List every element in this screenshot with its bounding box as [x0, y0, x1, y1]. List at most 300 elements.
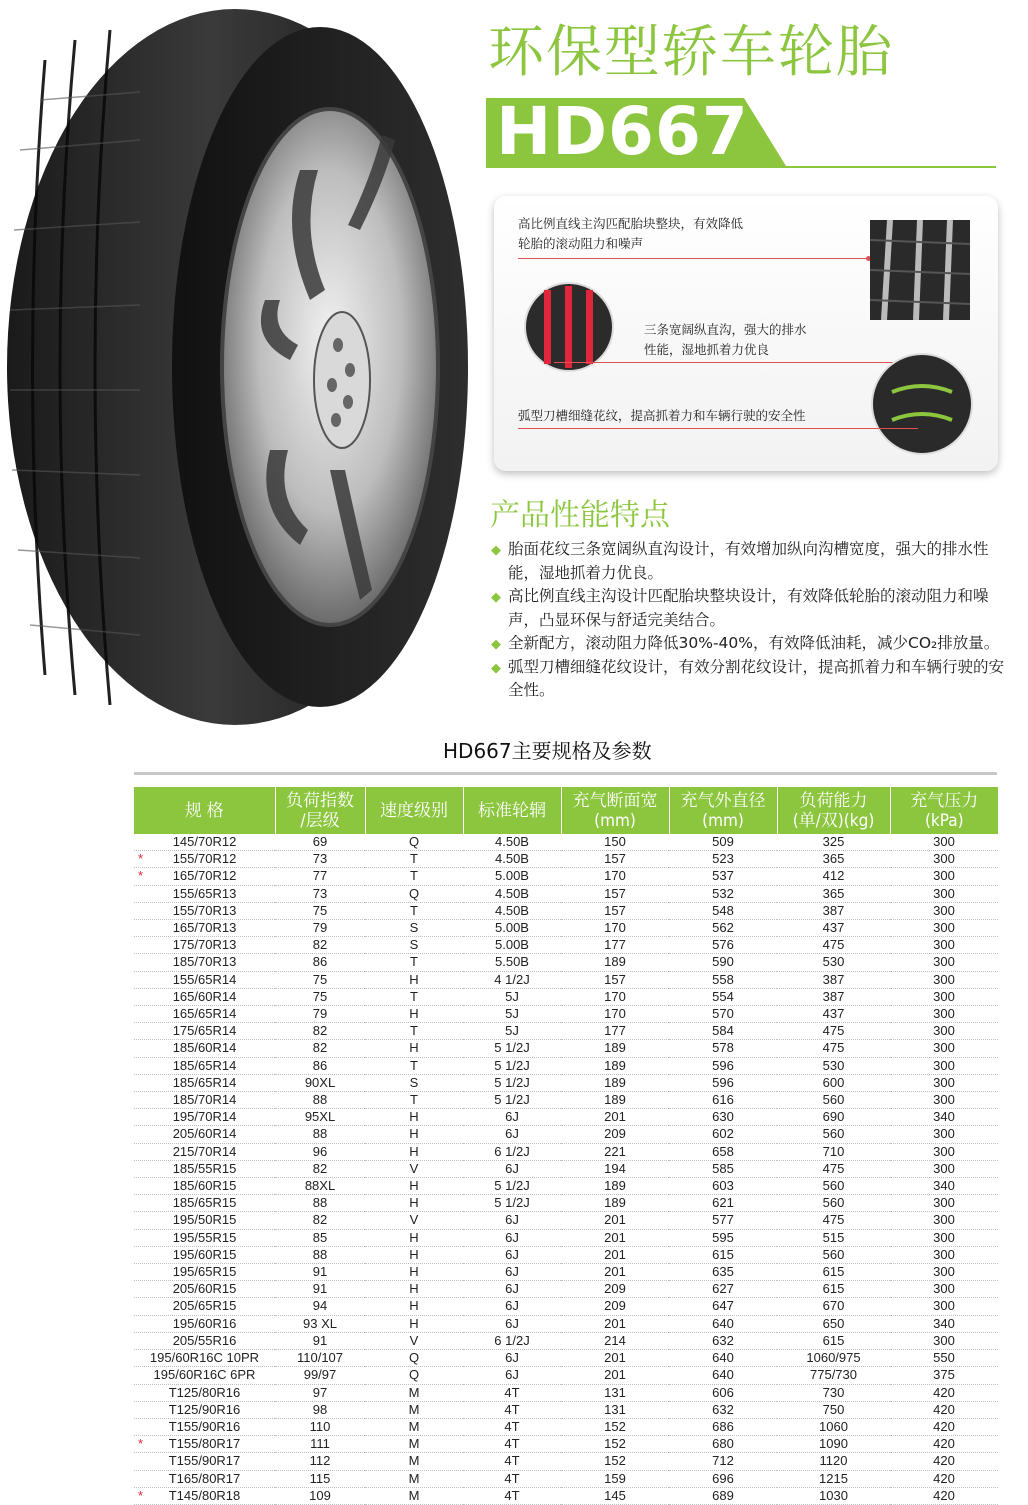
table-cell: 300 — [890, 1006, 998, 1023]
table-row — [134, 954, 998, 971]
table-cell: T125/80R16 — [134, 1384, 275, 1401]
table-cell: 1060/975 — [777, 1350, 890, 1367]
feature-1-leader — [518, 258, 868, 259]
table-cell: 420 — [890, 1418, 998, 1435]
table-cell: 96 — [275, 1143, 365, 1160]
table-cell: 109 — [275, 1487, 365, 1504]
feature-2-text: 三条宽阔纵直沟，强大的排水 性能，湿地抓着力优良 — [644, 322, 807, 357]
table-cell: T — [365, 851, 463, 868]
table-cell: 5 1/2J — [463, 1074, 561, 1091]
table-row — [134, 1418, 998, 1435]
table-cell: 584 — [669, 1023, 777, 1040]
table-cell: 596 — [669, 1057, 777, 1074]
table-cell: 4T — [463, 1436, 561, 1453]
diamond-bullet-icon: ◆ — [491, 637, 501, 652]
table-row — [134, 868, 998, 885]
spec-table-title: HD667主要规格及参数 — [443, 739, 652, 763]
table-cell: 88XL — [275, 1178, 365, 1195]
feature-callout-box — [494, 196, 998, 471]
table-cell: H — [365, 1264, 463, 1281]
table-cell: 6J — [463, 1126, 561, 1143]
table-cell: 115 — [275, 1470, 365, 1487]
table-cell: 300 — [890, 834, 998, 851]
table-cell: 5 1/2J — [463, 1195, 561, 1212]
diamond-bullet-icon: ◆ — [491, 590, 501, 605]
table-cell: 4T — [463, 1384, 561, 1401]
table-cell: * T145/80R18 — [134, 1487, 275, 1504]
table-cell: 155/65R13 — [134, 885, 275, 902]
table-cell: 1120 — [777, 1453, 890, 1470]
table-cell: 185/55R15 — [134, 1160, 275, 1177]
table-cell: 640 — [669, 1367, 777, 1384]
table-cell: 530 — [777, 954, 890, 971]
table-cell: 4T — [463, 1453, 561, 1470]
table-cell: 82 — [275, 937, 365, 954]
table-cell: 131 — [561, 1384, 669, 1401]
table-cell: 88 — [275, 1092, 365, 1109]
table-cell: 209 — [561, 1126, 669, 1143]
table-cell: 4T — [463, 1418, 561, 1435]
table-cell: 209 — [561, 1298, 669, 1315]
table-cell: 558 — [669, 971, 777, 988]
table-cell: 412 — [777, 868, 890, 885]
col-header-rim: 标准轮辋 — [463, 787, 561, 834]
table-cell: 387 — [777, 902, 890, 919]
table-cell: 195/50R15 — [134, 1212, 275, 1229]
table-cell: 195/60R16C 10PR — [134, 1350, 275, 1367]
table-cell: 562 — [669, 920, 777, 937]
table-cell: 635 — [669, 1264, 777, 1281]
table-cell: 632 — [669, 1332, 777, 1349]
table-cell: 189 — [561, 1057, 669, 1074]
table-cell: 170 — [561, 868, 669, 885]
tread-closeup-1-image — [870, 220, 970, 320]
table-cell: 420 — [890, 1487, 998, 1504]
table-row — [134, 834, 998, 851]
table-cell: 189 — [561, 1178, 669, 1195]
table-cell: T — [365, 902, 463, 919]
table-cell: H — [365, 1040, 463, 1057]
table-cell: 88 — [275, 1195, 365, 1212]
table-cell: 111 — [275, 1436, 365, 1453]
table-cell: 195/65R15 — [134, 1264, 275, 1281]
table-row — [134, 1401, 998, 1418]
tire-image — [0, 0, 470, 735]
table-cell: 5.00B — [463, 920, 561, 937]
table-cell: 5J — [463, 1006, 561, 1023]
table-cell: 189 — [561, 1092, 669, 1109]
col-header-load-index: 负荷指数 /层级 — [275, 787, 365, 834]
table-cell: 5J — [463, 1023, 561, 1040]
table-cell: 596 — [669, 1074, 777, 1091]
table-row — [134, 1384, 998, 1401]
spec-table — [134, 787, 998, 1505]
table-cell: S — [365, 920, 463, 937]
table-cell: 300 — [890, 954, 998, 971]
table-cell: 576 — [669, 937, 777, 954]
table-cell: 578 — [669, 1040, 777, 1057]
col-header-pressure: 充气压力 (kPa) — [890, 787, 998, 834]
table-cell: 615 — [777, 1332, 890, 1349]
table-cell: Q — [365, 1367, 463, 1384]
table-cell: 640 — [669, 1350, 777, 1367]
table-cell: 420 — [890, 1436, 998, 1453]
table-cell: T — [365, 1057, 463, 1074]
performance-list — [491, 538, 1006, 703]
table-cell: 205/55R16 — [134, 1332, 275, 1349]
table-row — [134, 1470, 998, 1487]
table-row — [134, 1109, 998, 1126]
table-cell: 365 — [777, 851, 890, 868]
table-cell: 1090 — [777, 1436, 890, 1453]
table-cell: 91 — [275, 1264, 365, 1281]
table-cell: 86 — [275, 1057, 365, 1074]
feature-3-text: 弧型刀槽细缝花纹，提高抓着力和车辆行驶的安全性 — [518, 408, 806, 423]
recommended-star-icon: * — [138, 1436, 144, 1452]
table-cell: 730 — [777, 1384, 890, 1401]
table-cell: 4T — [463, 1401, 561, 1418]
table-cell: 300 — [890, 1057, 998, 1074]
table-row — [134, 1040, 998, 1057]
table-cell: 570 — [669, 1006, 777, 1023]
performance-item: ◆ 弧型刀槽细缝花纹设计，有效分割花纹设计，提高抓着力和车辆行驶的安全性。 — [491, 657, 1005, 699]
table-cell: 630 — [669, 1109, 777, 1126]
recommended-star-icon: * — [138, 1487, 144, 1503]
table-cell: M — [365, 1436, 463, 1453]
table-cell: 5.50B — [463, 954, 561, 971]
table-cell: 99/97 — [275, 1367, 365, 1384]
table-cell: 185/65R15 — [134, 1195, 275, 1212]
table-cell: 94 — [275, 1298, 365, 1315]
table-cell: 75 — [275, 988, 365, 1005]
table-cell: 658 — [669, 1143, 777, 1160]
table-cell: * 165/70R12 — [134, 868, 275, 885]
table-cell: 209 — [561, 1281, 669, 1298]
table-cell: 75 — [275, 971, 365, 988]
table-cell: 300 — [890, 1023, 998, 1040]
table-cell: T — [365, 954, 463, 971]
table-cell: H — [365, 1281, 463, 1298]
feature-1-text: 高比例直线主沟匹配胎块整块，有效降低 轮胎的滚动阻力和噪声 — [518, 216, 744, 251]
table-cell: 585 — [669, 1160, 777, 1177]
table-cell: H — [365, 971, 463, 988]
table-cell: 689 — [669, 1487, 777, 1504]
table-cell: 577 — [669, 1212, 777, 1229]
table-cell: 387 — [777, 971, 890, 988]
table-cell: 6J — [463, 1315, 561, 1332]
table-cell: 201 — [561, 1109, 669, 1126]
table-cell: 300 — [890, 902, 998, 919]
table-row — [134, 1195, 998, 1212]
table-cell: 420 — [890, 1453, 998, 1470]
feature-3-leader — [518, 428, 918, 429]
table-cell: 201 — [561, 1367, 669, 1384]
table-cell: 560 — [777, 1178, 890, 1195]
table-cell: 300 — [890, 1126, 998, 1143]
table-cell: 6J — [463, 1109, 561, 1126]
table-cell: 195/60R15 — [134, 1246, 275, 1263]
table-cell: 189 — [561, 1040, 669, 1057]
table-cell: 515 — [777, 1229, 890, 1246]
table-cell: 300 — [890, 988, 998, 1005]
table-cell: M — [365, 1470, 463, 1487]
table-cell: 554 — [669, 988, 777, 1005]
table-cell: 632 — [669, 1401, 777, 1418]
table-cell: 420 — [890, 1401, 998, 1418]
table-row — [134, 1074, 998, 1091]
table-cell: T — [365, 988, 463, 1005]
table-cell: 5 1/2J — [463, 1057, 561, 1074]
table-cell: 6 1/2J — [463, 1143, 561, 1160]
table-cell: 152 — [561, 1453, 669, 1470]
table-cell: 560 — [777, 1246, 890, 1263]
table-cell: 600 — [777, 1074, 890, 1091]
table-cell: 300 — [890, 1074, 998, 1091]
table-cell: 157 — [561, 851, 669, 868]
table-cell: 88 — [275, 1246, 365, 1263]
table-cell: 91 — [275, 1281, 365, 1298]
table-cell: T165/80R17 — [134, 1470, 275, 1487]
table-cell: 201 — [561, 1264, 669, 1281]
table-cell: 616 — [669, 1092, 777, 1109]
table-cell: 177 — [561, 1023, 669, 1040]
table-cell: H — [365, 1298, 463, 1315]
table-cell: 4.50B — [463, 885, 561, 902]
table-cell: 300 — [890, 1229, 998, 1246]
diamond-bullet-icon: ◆ — [491, 543, 501, 558]
table-cell: 155/70R13 — [134, 902, 275, 919]
table-cell: 189 — [561, 1074, 669, 1091]
table-row — [134, 1246, 998, 1263]
table-cell: 712 — [669, 1453, 777, 1470]
table-cell: 690 — [777, 1109, 890, 1126]
table-cell: H — [365, 1178, 463, 1195]
table-cell: 6J — [463, 1229, 561, 1246]
table-cell: 90XL — [275, 1074, 365, 1091]
table-cell: 6J — [463, 1212, 561, 1229]
table-cell: 194 — [561, 1160, 669, 1177]
table-cell: T125/90R16 — [134, 1401, 275, 1418]
table-cell: 5 1/2J — [463, 1040, 561, 1057]
table-cell: 300 — [890, 1143, 998, 1160]
table-cell: 201 — [561, 1350, 669, 1367]
table-cell: 195/70R14 — [134, 1109, 275, 1126]
table-cell: 170 — [561, 988, 669, 1005]
table-row — [134, 1212, 998, 1229]
table-cell: 189 — [561, 1195, 669, 1212]
table-row — [134, 988, 998, 1005]
table-cell: 150 — [561, 834, 669, 851]
table-cell: 300 — [890, 1195, 998, 1212]
table-cell: 82 — [275, 1040, 365, 1057]
table-cell: 82 — [275, 1023, 365, 1040]
table-cell: T — [365, 1092, 463, 1109]
table-cell: 537 — [669, 868, 777, 885]
table-cell: 201 — [561, 1246, 669, 1263]
col-header-overall-diameter: 充气外直径 (mm) — [669, 787, 777, 834]
table-cell: 77 — [275, 868, 365, 885]
table-cell: 300 — [890, 1040, 998, 1057]
spec-table-rule — [134, 772, 997, 775]
table-cell: 97 — [275, 1384, 365, 1401]
table-cell: 215/70R14 — [134, 1143, 275, 1160]
recommended-star-icon: * — [138, 868, 144, 884]
table-cell: 205/60R15 — [134, 1281, 275, 1298]
table-cell: 4T — [463, 1487, 561, 1504]
table-cell: 387 — [777, 988, 890, 1005]
table-cell: 185/70R13 — [134, 954, 275, 971]
table-cell: 6 1/2J — [463, 1332, 561, 1349]
table-cell: 300 — [890, 1160, 998, 1177]
table-cell: 185/60R14 — [134, 1040, 275, 1057]
table-cell: 214 — [561, 1332, 669, 1349]
table-cell: 110 — [275, 1418, 365, 1435]
performance-item: ◆ 胎面花纹三条宽阔纵直沟设计，有效增加纵向沟槽宽度，强大的排水性能，湿地抓着力优良。 — [491, 540, 989, 582]
spec-table-header-row — [134, 787, 998, 834]
table-row — [134, 920, 998, 937]
table-cell: 375 — [890, 1367, 998, 1384]
table-row — [134, 1229, 998, 1246]
table-cell: H — [365, 1315, 463, 1332]
table-cell: 6J — [463, 1246, 561, 1263]
table-row — [134, 1436, 998, 1453]
table-cell: 157 — [561, 885, 669, 902]
table-cell: 6J — [463, 1264, 561, 1281]
table-cell: 73 — [275, 885, 365, 902]
col-header-size: 规 格 — [134, 787, 275, 834]
table-row — [134, 971, 998, 988]
table-row — [134, 1160, 998, 1177]
table-cell: 1030 — [777, 1487, 890, 1504]
table-cell: 680 — [669, 1436, 777, 1453]
table-cell: S — [365, 937, 463, 954]
table-row — [134, 1281, 998, 1298]
table-cell: M — [365, 1384, 463, 1401]
table-cell: H — [365, 1195, 463, 1212]
table-cell: 201 — [561, 1315, 669, 1332]
table-cell: V — [365, 1212, 463, 1229]
table-row — [134, 1006, 998, 1023]
table-cell: 670 — [777, 1298, 890, 1315]
table-cell: 300 — [890, 1246, 998, 1263]
table-cell: 157 — [561, 971, 669, 988]
table-cell: Q — [365, 834, 463, 851]
table-cell: 73 — [275, 851, 365, 868]
table-cell: 621 — [669, 1195, 777, 1212]
table-row — [134, 1487, 998, 1504]
table-cell: 750 — [777, 1401, 890, 1418]
performance-item: ◆ 高比例直线主沟设计匹配胎块整块设计，有效降低轮胎的滚动阻力和噪声，凸显环保与舒适完美结合。 — [491, 587, 989, 629]
table-cell: 175/65R14 — [134, 1023, 275, 1040]
table-cell: 475 — [777, 1212, 890, 1229]
table-cell: 560 — [777, 1126, 890, 1143]
table-cell: H — [365, 1126, 463, 1143]
table-cell: Q — [365, 885, 463, 902]
table-cell: H — [365, 1246, 463, 1263]
performance-item: ◆ 全新配方，滚动阻力降低30%-40%，有效降低油耗，减少CO₂排放量。 — [491, 632, 1006, 656]
table-cell: M — [365, 1401, 463, 1418]
table-cell: 75 — [275, 902, 365, 919]
table-cell: 185/60R15 — [134, 1178, 275, 1195]
table-cell: 131 — [561, 1401, 669, 1418]
table-cell: 325 — [777, 834, 890, 851]
table-cell: 6J — [463, 1281, 561, 1298]
table-cell: 686 — [669, 1418, 777, 1435]
tread-closeup-2-image — [524, 282, 614, 372]
table-cell: 696 — [669, 1470, 777, 1487]
table-cell: 300 — [890, 1298, 998, 1315]
table-cell: 195/60R16 — [134, 1315, 275, 1332]
table-cell: 165/65R14 — [134, 1006, 275, 1023]
table-cell: 475 — [777, 1160, 890, 1177]
table-cell: 437 — [777, 1006, 890, 1023]
table-row — [134, 1367, 998, 1384]
table-cell: M — [365, 1418, 463, 1435]
table-cell: 79 — [275, 1006, 365, 1023]
table-cell: V — [365, 1160, 463, 1177]
table-cell: 82 — [275, 1212, 365, 1229]
table-cell: 615 — [777, 1281, 890, 1298]
table-cell: 145 — [561, 1487, 669, 1504]
table-cell: 6J — [463, 1350, 561, 1367]
table-row — [134, 1057, 998, 1074]
table-cell: 640 — [669, 1315, 777, 1332]
table-cell: 300 — [890, 1212, 998, 1229]
table-row — [134, 1453, 998, 1470]
table-cell: 175/70R13 — [134, 937, 275, 954]
table-cell: 6J — [463, 1160, 561, 1177]
spec-table-body — [134, 834, 998, 1504]
table-row — [134, 1023, 998, 1040]
table-cell: 177 — [561, 937, 669, 954]
table-row — [134, 937, 998, 954]
table-cell: T — [365, 868, 463, 885]
table-cell: 300 — [890, 1264, 998, 1281]
table-cell: 775/730 — [777, 1367, 890, 1384]
table-cell: H — [365, 1229, 463, 1246]
table-cell: 627 — [669, 1281, 777, 1298]
recommended-star-icon: * — [138, 851, 144, 867]
tread-closeup-3-image — [870, 352, 974, 456]
col-header-section-width: 充气断面宽 (mm) — [561, 787, 669, 834]
table-cell: 165/60R14 — [134, 988, 275, 1005]
table-cell: V — [365, 1332, 463, 1349]
table-row — [134, 1178, 998, 1195]
table-cell: 189 — [561, 954, 669, 971]
table-cell: 86 — [275, 954, 365, 971]
table-cell: 340 — [890, 1315, 998, 1332]
table-cell: 145/70R12 — [134, 834, 275, 851]
table-cell: 79 — [275, 920, 365, 937]
table-cell: 300 — [890, 920, 998, 937]
table-cell: 185/65R14 — [134, 1057, 275, 1074]
table-cell: 5J — [463, 988, 561, 1005]
table-row — [134, 1315, 998, 1332]
table-cell: 110/107 — [275, 1350, 365, 1367]
table-cell: 532 — [669, 885, 777, 902]
model-name: HD667 — [496, 93, 749, 170]
table-row — [134, 1143, 998, 1160]
page-title: 环保型轿车轮胎 — [488, 20, 894, 85]
table-cell: 82 — [275, 1160, 365, 1177]
table-row — [134, 1126, 998, 1143]
table-cell: 602 — [669, 1126, 777, 1143]
table-cell: 300 — [890, 851, 998, 868]
table-cell: 300 — [890, 885, 998, 902]
table-cell: 5.00B — [463, 868, 561, 885]
table-cell: * T155/80R17 — [134, 1436, 275, 1453]
table-cell: 340 — [890, 1109, 998, 1126]
